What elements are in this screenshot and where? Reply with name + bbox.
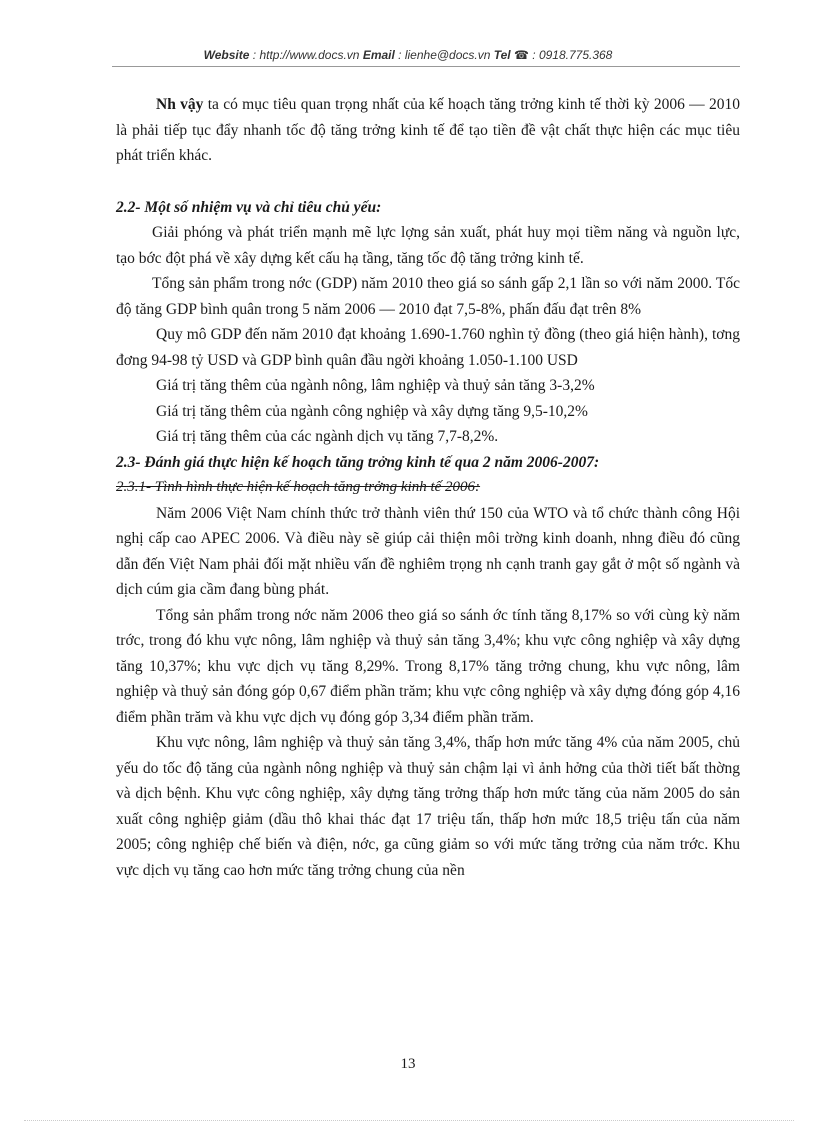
paragraph: Quy mô GDP đến năm 2010 đạt khoảng 1.690-1.760 nghìn tỷ đồng (theo giá hiện hành), tơng đơng 94-98 tỷ USD và GDP bình quân đầu ngời khoảng 1.050-1.100 USD (116, 326, 740, 369)
website-value: : http://www.docs.vn (249, 48, 363, 62)
paragraph: Khu vực nông, lâm nghiệp và thuỷ sản tăng 3,4%, thấp hơn mức tăng 4% của năm 2005, chủ yếu do tốc độ tăng của ngành nông nghiệp và thuỷ sản chậm lại vì ảnh hởng của thời tiết bất thờng và dịch bệnh. Khu vực công nghiệp, xây dựng tăng trởng thấp hơn mức tăng của năm 2005 do sản xuất công nghiệp giảm (dầu thô khai thác đạt 17 triệu tấn, thấp hơn mức 18,5 triệu tấn của năm 2005; công nghiệp chế biến và điện, nớc, ga cũng giảm so với mức tăng trởng của năm trớc. Khu vực dịch vụ tăng cao hơn mức tăng trởng chung của nền (116, 734, 740, 879)
email-label: Email (362, 48, 395, 62)
page-header (0, 48, 816, 62)
list-line: Giá trị tăng thêm của ngành nông, lâm nghiệp và thuỷ sản tăng 3-3,2% (156, 377, 595, 394)
subsection-heading-2-3-1: 2.3.1- Tình hình thực hiện kế hoạch tăng trởng kinh tế 2006: (116, 479, 481, 495)
website-label: Website (203, 48, 250, 62)
document-body (116, 92, 740, 883)
paragraph: Tổng sản phẩm trong nớc năm 2006 theo giá so sánh ớc tính tăng 8,17% so với cùng kỳ năm trớc, trong đó khu vực nông, lâm nghiệp và thuỷ sản tăng 3,4%; khu vực công nghiệp và xây dựng tăng 10,37%; khu vực dịch vụ tăng 8,29%. Trong 8,17% tăng trởng chung, khu vực nông, lâm nghiệp và thuỷ sản đóng góp 0,67 điểm phần trăm; khu vực công nghiệp và xây dựng đóng góp 4,16 điểm phần trăm và khu vực dịch vụ đóng góp 3,34 điểm phần trăm. (116, 606, 740, 726)
tel-label: Tel ☎ (493, 48, 529, 62)
list-line: Giá trị tăng thêm của ngành công nghiệp và xây dựng tăng 9,5-10,2% (156, 402, 588, 420)
list-line: Giá trị tăng thêm của các ngành dịch vụ tăng 7,7-8,2%. (156, 428, 499, 445)
page-number: 13 (400, 1056, 416, 1072)
paragraph: Giải phóng và phát triển mạnh mẽ lực lợng sản xuất, phát huy mọi tiềm năng và nguồn lực, tạo bớc đột phá về xây dựng kết cấu hạ tầng, tăng tốc độ tăng trởng kinh tế. (116, 224, 740, 267)
email-value: : lienhe@docs.vn (394, 48, 494, 62)
tel-value: : 0918.775.368 (528, 48, 613, 62)
section-heading-2-2: 2.2- Một số nhiệm vụ và chỉ tiêu chủ yếu: (116, 198, 382, 216)
header-divider (112, 66, 740, 67)
paragraph-lead: Nh vậy (156, 96, 204, 113)
paragraph: Tổng sản phẩm trong nớc (GDP) năm 2010 theo giá so sánh gấp 2,1 lần so với năm 2000. Tốc độ tăng GDP bình quân trong 5 năm 2006 — 2010 đạt 7,5-8%, phấn đấu đạt trên 8% (116, 275, 740, 318)
spacer (116, 169, 740, 195)
page-bottom-divider (24, 1120, 794, 1121)
section-heading-2-3: 2.3- Đánh giá thực hiện kế hoạch tăng trởng kinh tế qua 2 năm 2006-2007: (116, 453, 600, 471)
paragraph-conclusion: Nh vậy ta có mục tiêu quan trọng nhất của kế hoạch tăng trởng kinh tế thời kỳ 2006 — 2010 là phải tiếp tục đẩy nhanh tốc độ tăng trởng kinh tế để tạo tiền đề vật chất thực hiện các mục tiêu phát triển khác. (116, 96, 740, 164)
paragraph: Năm 2006 Việt Nam chính thức trở thành viên thứ 150 của WTO và tổ chức thành công Hội nghị cấp cao APEC 2006. Và điều này sẽ giúp cải thiện môi trờng kinh doanh, nhng điều đó cũng dẫn đến Việt Nam phải đối mặt nhiều vấn đề nghiêm trọng nh cạnh tranh gay gắt ở một số ngành và dịch cúm gia cầm đang bùng phát. (116, 504, 740, 598)
